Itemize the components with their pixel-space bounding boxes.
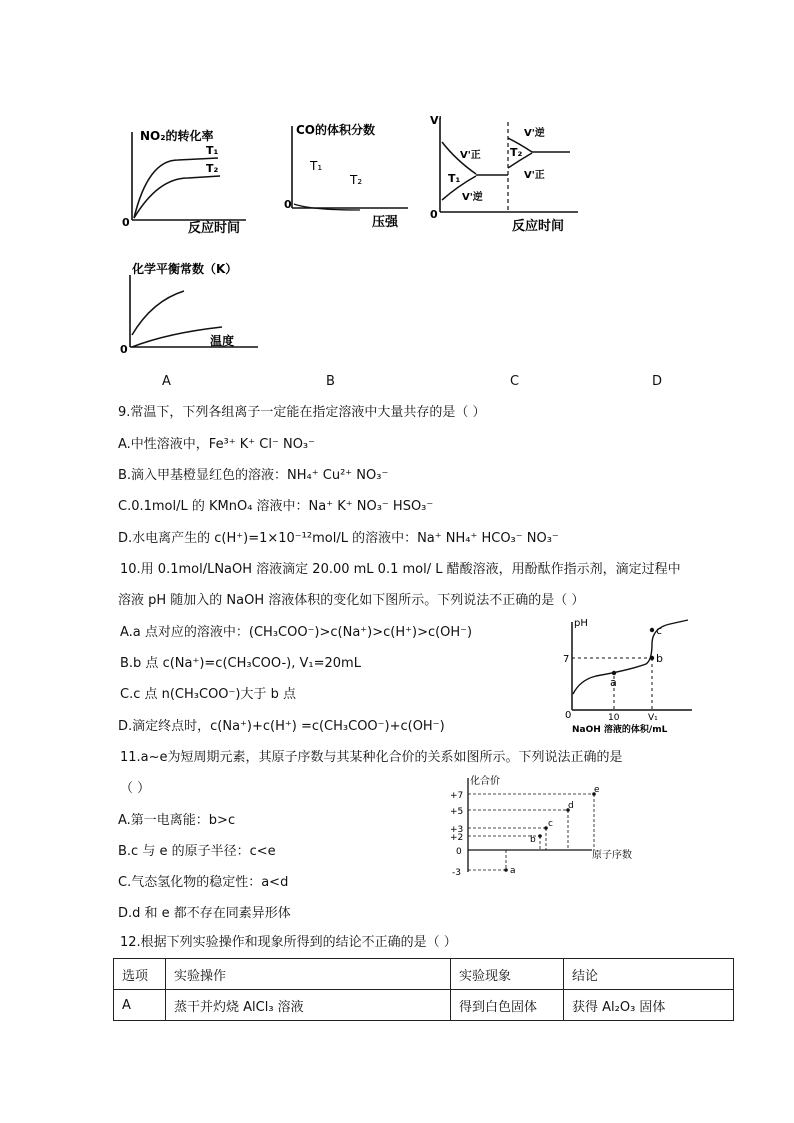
- g4-ylabel: 化学平衡常数（K）: [132, 262, 238, 276]
- g1-xlabel: 反应时间: [188, 221, 241, 236]
- no2-conversion-graph: [118, 120, 258, 235]
- q9-option-d: D.水电离产生的 c(H⁺)=1×10⁻¹²mol/L 的溶液中：Na⁺ NH₄⁺ HCO₃⁻ NO₃⁻: [118, 531, 559, 546]
- q10-option-d: D.滴定终点时，c(Na⁺)+c(H⁺) =c(CH₃COO⁻)+c(OH⁻): [118, 719, 445, 734]
- g2-origin: 0: [284, 198, 292, 211]
- ph-origin: 0: [565, 710, 572, 721]
- q11-option-c: C.气态氢化物的稳定性：a<d: [118, 875, 289, 890]
- valence-ylabel: 化合价: [470, 776, 500, 787]
- q10-stem-line2: 溶液 pH 随加入的 NaOH 溶液体积的变化如下图所示。下列说法不正确的是（ ）: [118, 593, 585, 608]
- g3-v-forward: V'正: [460, 150, 481, 161]
- g1-t2-label: T₂: [206, 162, 219, 175]
- table-cell-phenomenon: 得到白色固体: [451, 990, 564, 1021]
- g3-xlabel: 反应时间: [512, 219, 565, 234]
- reaction-rate-graph: [428, 112, 588, 237]
- valence-point-c: c: [548, 819, 553, 829]
- ph-xlabel: NaOH 溶液的体积/mL: [572, 725, 668, 735]
- valence-point-a: a: [510, 866, 516, 876]
- q11-option-b: B.c 与 e 的原子半径：c<e: [118, 844, 276, 859]
- g2-t1-label: T₁: [310, 159, 323, 173]
- g2-xlabel: 压强: [372, 215, 399, 230]
- valence-tick-p5: +5: [450, 807, 464, 817]
- table-cell-operation: 蒸干并灼烧 AlCl₃ 溶液: [166, 990, 451, 1021]
- valence-tick-p2: +2: [450, 833, 464, 843]
- table-cell-option: A: [114, 990, 166, 1021]
- table-header-conclusion: 结论: [564, 959, 734, 990]
- valence-point-b: b: [530, 835, 536, 845]
- table-header-option: 选项: [114, 959, 166, 990]
- ph-y7: 7: [563, 654, 570, 665]
- q9-option-a: A.中性溶液中，Fe³⁺ K⁺ Cl⁻ NO₃⁻: [118, 437, 315, 452]
- option-letter-c: C: [510, 374, 520, 389]
- g3-v-forward2: V'正: [524, 170, 545, 181]
- g4-origin: 0: [120, 343, 128, 356]
- titration-ph-graph: [560, 614, 700, 736]
- co-volume-fraction-graph: [280, 118, 420, 233]
- option-letter-b: B: [326, 374, 335, 389]
- q11-option-d: D.d 和 e 都不存在同素异形体: [118, 906, 291, 921]
- valence-point-d: d: [568, 801, 574, 811]
- q10-option-c: C.c 点 n(CH₃COO⁻)大于 b 点: [120, 687, 296, 702]
- valence-tick-p7: +7: [450, 791, 464, 801]
- g3-t1: T₁: [448, 172, 461, 185]
- ph-point-b: b: [656, 652, 663, 665]
- valence-tick-0: 0: [456, 847, 462, 857]
- ph-xv1: V₁: [648, 713, 658, 723]
- option-letter-a: A: [162, 374, 171, 389]
- table-cell-conclusion: 获得 Al₂O₃ 固体: [564, 990, 734, 1021]
- g4-xlabel: 温度: [210, 334, 235, 348]
- table-header-operation: 实验操作: [166, 959, 451, 990]
- g1-ylabel: NO₂的转化率: [140, 129, 214, 143]
- option-letter-d: D: [652, 374, 663, 389]
- q10-option-a: A.a 点对应的溶液中：(CH₃COO⁻)>c(Na⁺)>c(H⁺)>c(OH⁻): [120, 625, 473, 640]
- ph-point-c: c: [656, 624, 663, 637]
- valence-tick-m3: -3: [452, 868, 461, 878]
- q11-paren: （ ）: [120, 781, 151, 796]
- g3-t2: T₂: [510, 146, 523, 159]
- g2-ylabel: CO的体积分数: [296, 123, 376, 137]
- equilibrium-constant-graph: [118, 255, 268, 360]
- q9-option-c: C.0.1mol/L 的 KMnO₄ 溶液中：Na⁺ K⁺ NO₃⁻ HSO₃⁻: [118, 499, 434, 514]
- q10-option-b: B.b 点 c(Na⁺)=c(CH₃COO-), V₁=20mL: [120, 656, 361, 671]
- g3-v-reverse: V'逆: [462, 192, 483, 203]
- q9-option-b: B.滴入甲基橙显红色的溶液：NH₄⁺ Cu²⁺ NO₃⁻: [118, 468, 389, 483]
- q9-stem: 9.常温下，下列各组离子一定能在指定溶液中大量共存的是（ ）: [118, 405, 486, 420]
- valence-graph: [422, 772, 640, 880]
- q11-stem: 11.a~e为短周期元素，其原子序数与其某种化合价的关系如图所示。下列说法正确的是: [120, 750, 623, 765]
- q12-stem: 12.根据下列实验操作和现象所得到的结论不正确的是（ ）: [120, 935, 457, 950]
- valence-xlabel: 原子序数: [592, 850, 632, 861]
- ph-point-a: a: [610, 676, 617, 689]
- g3-ylabel: V': [430, 114, 442, 127]
- g3-v-reverse2: V'逆: [524, 128, 545, 139]
- q10-stem-line1: 10.用 0.1mol/LNaOH 溶液滴定 20.00 mL 0.1 mol/ L 醋酸溶液，用酚酞作指示剂，滴定过程中: [120, 562, 681, 577]
- g1-origin: 0: [122, 216, 130, 229]
- valence-tick-p3: +3: [450, 825, 464, 835]
- valence-point-e: e: [594, 785, 600, 795]
- table-header-phenomenon: 实验现象: [451, 959, 564, 990]
- g2-t2-label: T₂: [350, 173, 363, 187]
- q11-option-a: A.第一电离能：b>c: [118, 813, 236, 828]
- experiment-table: [113, 958, 734, 1021]
- g3-origin: 0: [430, 208, 438, 221]
- g1-t1-label: T₁: [206, 144, 219, 157]
- table-header-row: [114, 959, 734, 990]
- ph-x10: 10: [608, 713, 620, 723]
- ph-ylabel: pH: [574, 618, 588, 629]
- table-row: [114, 990, 734, 1021]
